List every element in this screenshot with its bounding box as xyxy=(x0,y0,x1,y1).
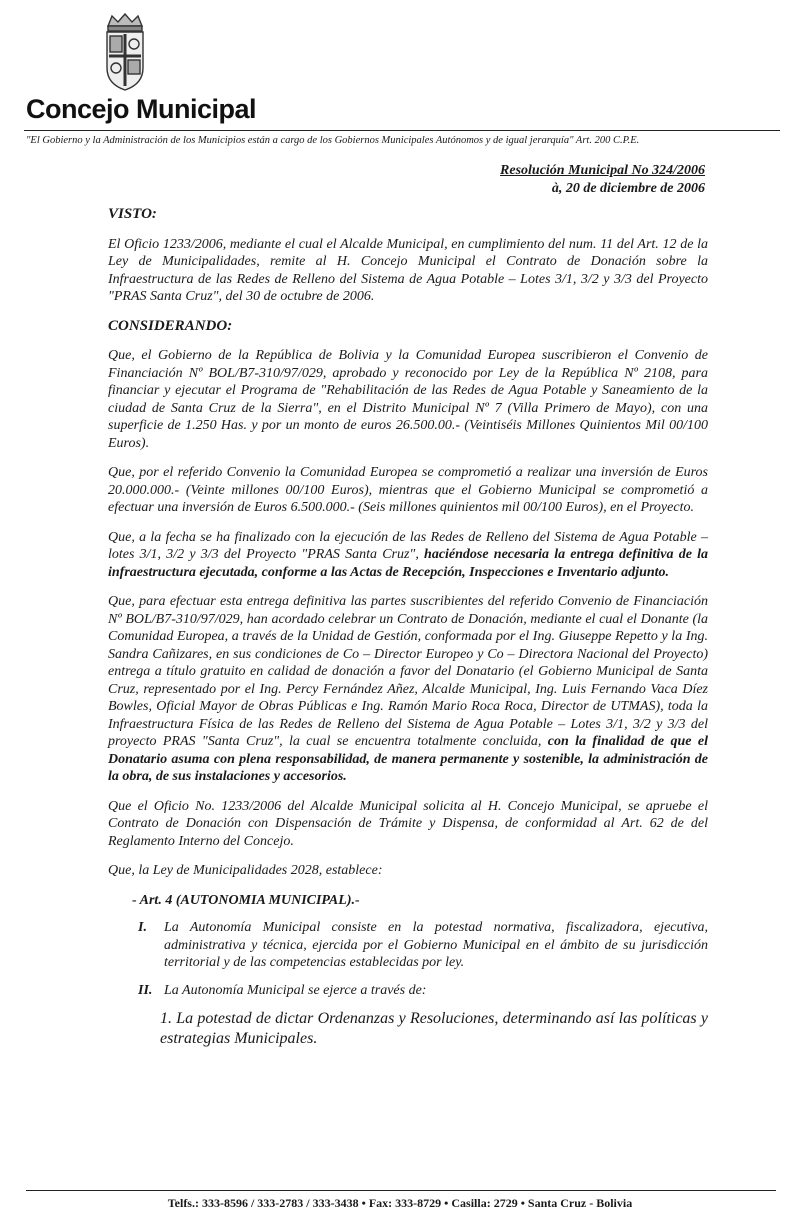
org-name: Concejo Municipal xyxy=(26,94,257,124)
considerando-p5: Que el Oficio No. 1233/2006 del Alcalde Municipal solicita al H. Concejo Municipal, se apruebe el Contrato de Donación con Dispensación de Trámite y Dispensa, de conformidad al Art. 62 de del Reglamento Interno del Concejo. xyxy=(108,798,708,849)
footer-rule xyxy=(26,1190,776,1191)
considerando-p6: Que, la Ley de Municipalidades 2028, establece: xyxy=(108,863,383,878)
document-body xyxy=(108,206,708,1049)
p3-text: Que, a la fecha se ha finalizado con la ejecución de las Redes de Relleno del Sistema de Agua Potable –lotes 3/1, 3/2 y 3/3 del Proyecto "PRAS Santa Cruz", xyxy=(108,529,708,562)
considerando-p4 xyxy=(108,593,708,786)
item-2-number: II. xyxy=(138,982,153,998)
p3-bold-text: haciéndose necesaria la entrega definitiva de la infraestructura ejecutada, conforme a las Actas de Recepción, Inspecciones e Inventario adjunto. xyxy=(108,547,709,580)
considerando-p3 xyxy=(108,529,708,582)
visto-text: El Oficio 1233/2006, mediante el cual el Alcalde Municipal, en cumplimiento del num. 11 del Art. 12 de la Ley de Municipalidades, remite al H. Concejo Municipal el Contrato de Donación sobre la Infraestructura de las Redes de Relleno del Sistema de Agua Potable – Lotes 3/1, 3/2 y 3/3 del Proyecto "PRAS Santa Cruz", del 30 de octubre de 2006. xyxy=(108,236,708,304)
p4-bold-text: con la finalidad de que el Donatario asuma con plena responsabilidad, de manera permanente y sostenible, la administración de la obra, de sus instalaciones y accesorios. xyxy=(108,734,709,784)
article-item-2 xyxy=(138,982,708,1000)
motto: "El Gobierno y la Administración de los Municipios están a cargo de los Gobiernos Municipales Autónomos y de igual jerarquía" Art. 200 C.P.E. xyxy=(26,135,640,146)
resolution-date: à, 20 de diciembre de 2006 xyxy=(551,181,705,196)
footer-contact: Telfs.: 333-8596 / 333-2783 / 333-3438 • Fax: 333-8729 • Casilla: 2729 • Santa Cruz - Bolivia xyxy=(167,1196,633,1210)
item-1-number: I. xyxy=(138,920,147,935)
sub-item-1: 1. La potestad de dictar Ordenanzas y Resoluciones, determinando así las políticas y estrategias Municipales. xyxy=(160,1010,708,1047)
article-item-1 xyxy=(138,919,708,972)
considerando-heading: CONSIDERANDO: xyxy=(108,317,233,334)
item-1-text: La Autonomía Municipal consiste en la potestad normativa, fiscalizadora, ejecutiva, administrativa y técnica, ejercida por el Gobierno Municipal en el ámbito de su jurisdicción territorial y de las competencias establecidas por ley. xyxy=(164,920,708,970)
header-rule xyxy=(24,130,780,131)
considerando-p1: Que, el Gobierno de la República de Bolivia y la Comunidad Europea suscribieron el Convenio de Financiación Nº BOL/B7-310/97/029, aprobado y reconocido por Ley de la República Nº 2108, para financiar y ejecutar el Programa de "Rehabilitación de las Redes de Agua Potable y Saneamiento de la ciudad de Santa Cruz de la Sierra", en el Distrito Municipal Nº 7 (Villa Primero de Mayo), con una superficie de 1.250 Has. y por un monto de euros 26.500.00.- (Veintiséis Millones Quinientos Mil 00/100 Euros). xyxy=(108,348,708,451)
resolution-number: Resolución Municipal No 324/2006 xyxy=(500,163,705,178)
item-2-text: La Autonomía Municipal se ejerce a través de: xyxy=(164,982,427,998)
considerando-p2: Que, por el referido Convenio la Comunidad Europea se comprometió a realizar una inversión de Euros 20.000.000.- (Veinte millones 00/100 Euros), mientras que el Gobierno Municipal se comprometió a efectuar una inversión de Euros 6.500.000.- (Seis millones quinientos mil 00/100 Euros), en el Proyecto. xyxy=(108,465,708,515)
visto-heading: VISTO: xyxy=(108,206,157,222)
p4-text: Que, para efectuar esta entrega definitiva las partes suscribientes del referido Convenio de Financiación Nº BOL/B7-310/97/029, han acordado celebrar un Contrato de Donación, mediante el cual el Donante (la Comunidad Europea, a través de la Unidad de Gestión, conformada por el Ing. Giuseppe Repetto y la Ing. Sandra Cañizares, en sus condiciones de Co – Director Europeo y Co – Directora Nacional del Proyecto) entrega a título gratuito en calidad de donación a favor del Donatario (el Gobierno Municipal de Santa Cruz, representado por el Ing. Percy Fernández Añez, Alcalde Municipal, Ing. Luis Fernando Vaca Díez Bowles, Oficial Mayor de Obras Públicas e Ing. Ramón Mario Roca Roca, Director de UTMAS), toda la Infraestructura Física de las Redes de Relleno del Sistema de Agua Potable – Lotes 3/1, 3/2 y 3/3 del proyecto PRAS "Santa Cruz", la cual se encuentra totalmente concluida, xyxy=(108,594,708,749)
municipal-crest-icon xyxy=(100,12,150,92)
article-heading: - Art. 4 (AUTONOMIA MUNICIPAL).- xyxy=(132,892,360,908)
